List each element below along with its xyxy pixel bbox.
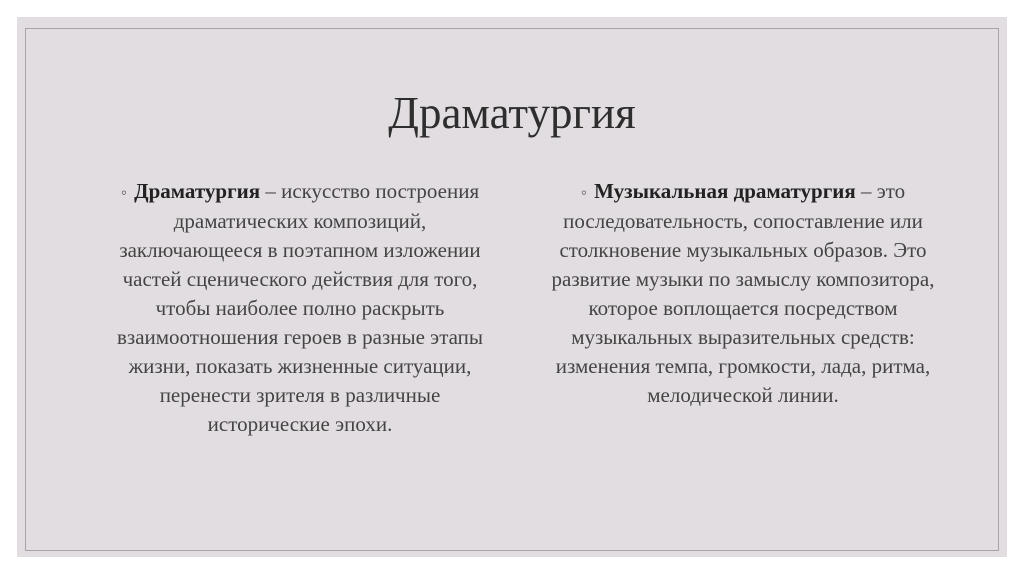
bullet-dash: – — [855, 179, 877, 203]
bullet-icon: ◦ — [120, 183, 127, 202]
slide-title: Драматургия — [388, 88, 636, 138]
bullet-dash: – — [260, 179, 282, 203]
bullet-text: искусство построения драматических композиций, заключающееся в поэтапном изложении частей сценического действия для того, чтобы наиболее полно раскрыть взаимоотношения героев в разные этапы жизни, показать жизненные ситуации, перенести зрителя в различные исторические эпохи. — [117, 179, 484, 436]
slide — [17, 17, 1007, 557]
bullet-text: это последовательность, сопоставление или столкновение музыкальных образов. Это развитие музыки по замыслу композитора, которое воплощается посредством музыкальных выразительных средств: изменения темпа, громкости, лада, ритма, мелодической линии. — [551, 179, 935, 407]
bullet-term: Драматургия — [134, 179, 261, 203]
bullet-item-dramaturgy — [117, 177, 483, 439]
bullet-term: Музыкальная драматургия — [594, 179, 856, 203]
bullet-item-musical-dramaturgy — [533, 177, 953, 410]
bullet-icon: ◦ — [580, 183, 587, 202]
